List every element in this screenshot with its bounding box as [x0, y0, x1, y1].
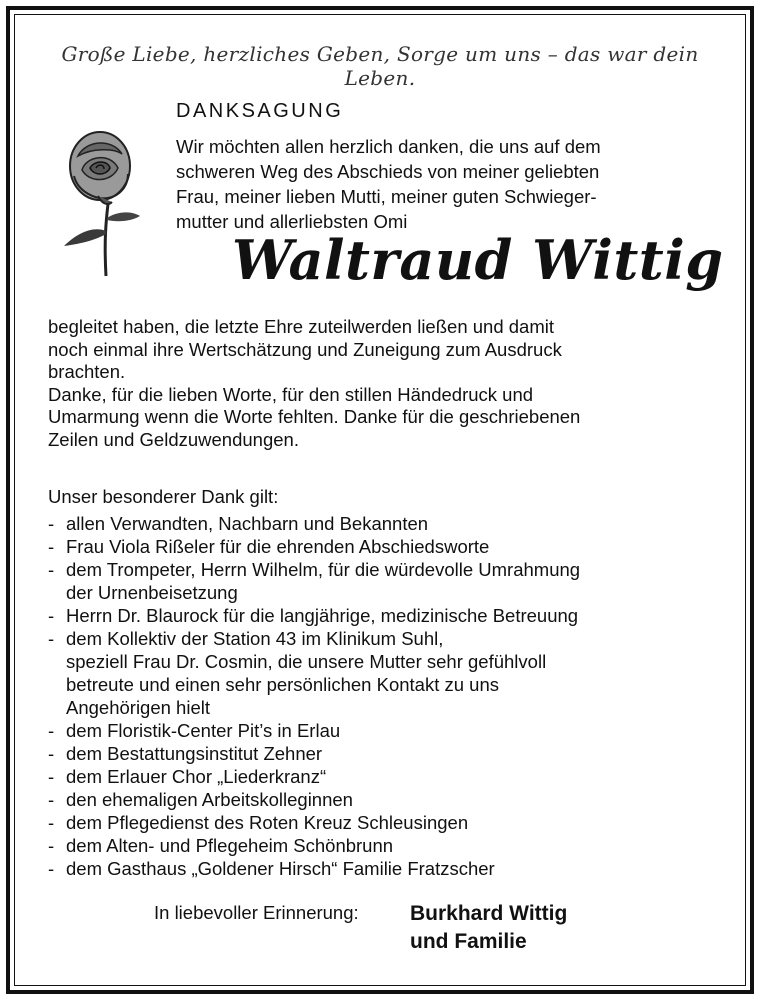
list-item	[48, 857, 718, 880]
list-dash: -	[48, 812, 55, 833]
thanks-title: Unser besonderer Dank gilt:	[48, 486, 279, 507]
rose-icon	[56, 126, 146, 278]
list-item-line: betreute und einen sehr persönlichen Kontakt zu uns	[66, 674, 499, 695]
list-item	[48, 834, 718, 857]
body-line: Zeilen und Geldzuwendungen.	[48, 428, 299, 450]
list-dash: -	[48, 628, 55, 649]
heading: DANKSAGUNG	[176, 100, 344, 122]
list-item-text	[66, 719, 340, 742]
body-line: noch einmal ihre Wertschätzung und Zuneigung zum Ausdruck	[48, 338, 562, 360]
deceased-name: Waltraud Wittig	[232, 228, 724, 292]
list-item-line: der Urnenbeisetzung	[66, 582, 238, 603]
intro-line: Wir möchten allen herzlich danken, die uns auf dem	[176, 136, 601, 157]
list-item-text	[66, 857, 495, 880]
list-item-text	[66, 834, 393, 857]
list-item-text	[66, 788, 353, 811]
list-item-line: Angehörigen hielt	[66, 697, 210, 718]
list-item-line: dem Erlauer Chor „Liederkranz“	[66, 766, 327, 787]
list-dash: -	[48, 766, 55, 787]
list-item	[48, 765, 718, 788]
list-item-line: allen Verwandten, Nachbarn und Bekannten	[66, 513, 429, 534]
list-item-text	[66, 811, 468, 834]
list-item-line: dem Pflegedienst des Roten Kreuz Schleusingen	[66, 812, 469, 833]
list-item-text	[66, 604, 578, 627]
list-dash: -	[48, 858, 55, 879]
list-item-text	[66, 512, 428, 535]
body-line: brachten.	[48, 361, 126, 382]
intro-line: mutter und allerliebsten Omi	[176, 211, 408, 232]
list-dash: -	[48, 605, 55, 626]
list-item-text	[66, 765, 326, 788]
intro-line: Frau, meiner lieben Mutti, meiner guten Schwieger-	[176, 186, 597, 207]
list-dash: -	[48, 720, 55, 741]
thanks-list	[48, 512, 718, 880]
list-item-line: Herrn Dr. Blaurock für die langjährige, medizinische Betreuung	[66, 605, 579, 626]
list-item-line: speziell Frau Dr. Cosmin, die unsere Mutter sehr gefühlvoll	[66, 651, 547, 672]
list-item	[48, 788, 718, 811]
list-item	[48, 719, 718, 742]
list-item-line: dem Trompeter, Herrn Wilhelm, für die würdevolle Umrahmung	[66, 559, 581, 580]
list-item-line: dem Gasthaus „Goldener Hirsch“ Familie Fratzscher	[66, 858, 495, 879]
signer-line: Burkhard Wittig	[410, 902, 568, 925]
list-item	[48, 811, 718, 834]
body-text	[48, 316, 718, 451]
list-item-text	[66, 742, 322, 765]
list-item	[48, 627, 718, 719]
list-item-line: dem Bestattungsinstitut Zehner	[66, 743, 323, 764]
intro-line: schweren Weg des Abschieds von meiner geliebten	[176, 161, 600, 182]
list-item-text	[66, 535, 489, 558]
list-dash: -	[48, 789, 55, 810]
list-dash: -	[48, 559, 55, 580]
list-dash: -	[48, 513, 55, 534]
list-item-line: dem Floristik-Center Pit’s in Erlau	[66, 720, 341, 741]
list-item-text	[66, 558, 580, 604]
body-line: Umarmung wenn die Worte fehlten. Danke für die geschriebenen	[48, 406, 581, 427]
list-item	[48, 535, 718, 558]
list-dash: -	[48, 743, 55, 764]
list-dash: -	[48, 536, 55, 557]
signers	[410, 900, 567, 956]
motto: Große Liebe, herzliches Geben, Sorge um uns – das war dein Leben.	[61, 42, 699, 90]
intro-text	[176, 134, 716, 234]
list-item-line: dem Kollektiv der Station 43 im Klinikum Suhl,	[66, 628, 444, 649]
list-item-text	[66, 627, 546, 719]
list-item-line: Frau Viola Rißeler für die ehrenden Abschiedsworte	[66, 536, 490, 557]
list-item	[48, 742, 718, 765]
body-line: Danke, für die lieben Worte, für den stillen Händedruck und	[48, 383, 534, 405]
list-item-line: dem Alten- und Pflegeheim Schönbrunn	[66, 835, 394, 856]
closing-text: In liebevoller Erinnerung:	[154, 902, 359, 923]
signer-line: und Familie	[410, 930, 527, 953]
list-item	[48, 558, 718, 604]
list-dash: -	[48, 835, 55, 856]
body-line: begleitet haben, die letzte Ehre zuteilwerden ließen und damit	[48, 316, 554, 337]
list-item	[48, 512, 718, 535]
list-item-line: den ehemaligen Arbeitskolleginnen	[66, 789, 353, 810]
list-item	[48, 604, 718, 627]
